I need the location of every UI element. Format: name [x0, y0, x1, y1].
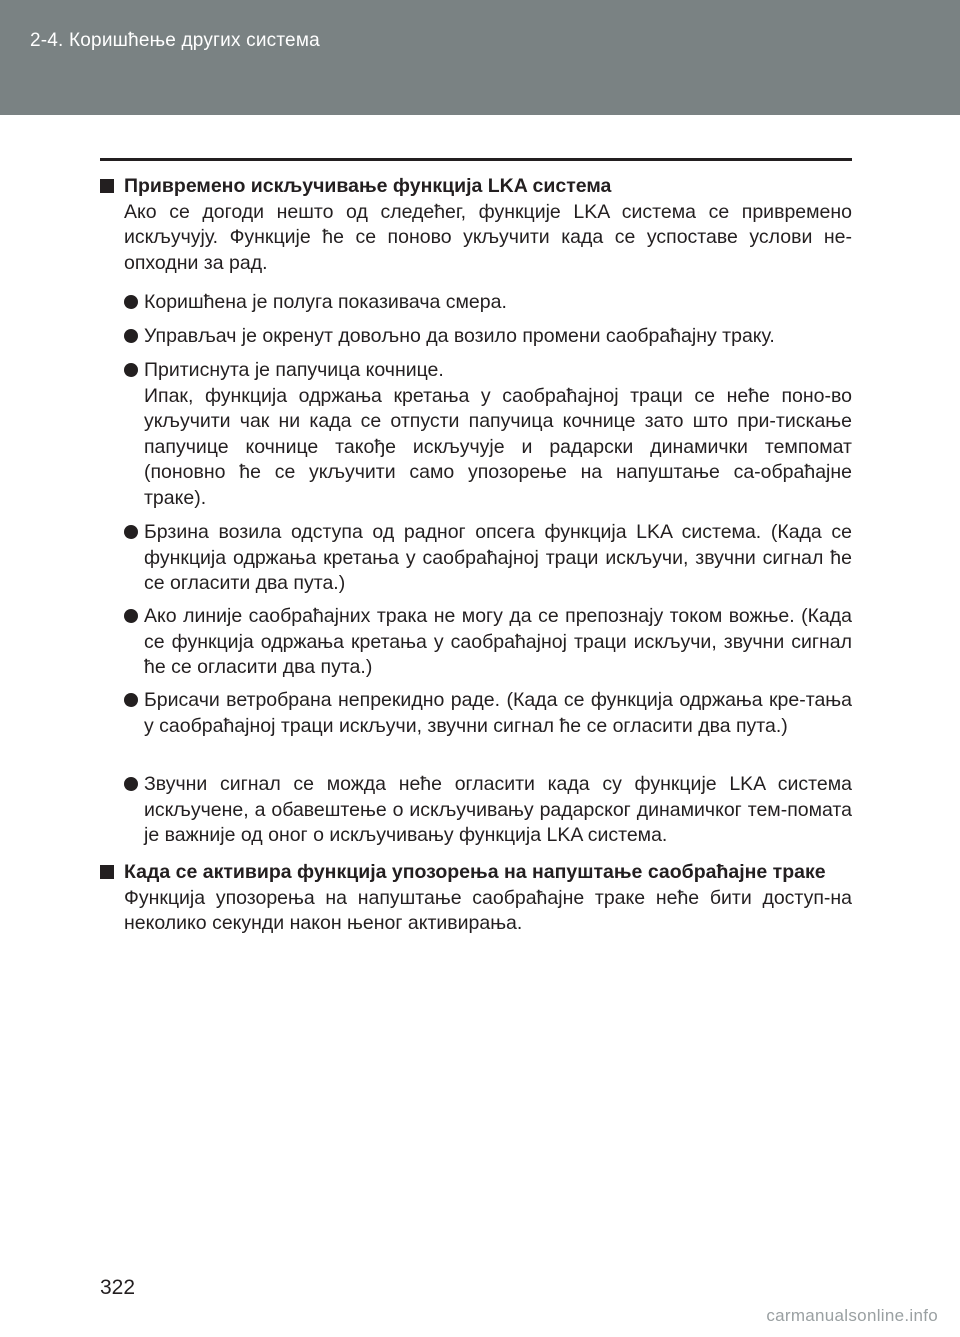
section-lane-departure-warning [100, 860, 852, 937]
list-item [124, 688, 852, 739]
list-item-text: Коришћена је полуга показивача смера. [144, 291, 507, 313]
section-divider [100, 158, 852, 161]
bullet-icon [124, 693, 138, 707]
list-item-text: Ако линије саобраћајних трака не могу да се препознају током вожње. (Када се функција одржања кретања у саобраћајној траци искључи, звучни сигнал ће се огласити два пута.) [144, 605, 852, 678]
page-number: 322 [100, 1276, 136, 1299]
list-item [124, 358, 852, 511]
bullet-icon [124, 295, 138, 309]
list-item [124, 604, 852, 681]
list-item-detail: Ипак, функција одржања кретања у саобраћајној траци се неће поно-во укључити чак ни када се отпусти папучица кочнице зато што при-тискање папучице кочнице такође искључује и радарски динамички темпомат (поновно ће се укључити само упозорење на напуштање са-обраћајне траке). [144, 384, 852, 509]
list-item-text: Управљач је окренут довољно да возило промени саобраћајну траку. [144, 325, 775, 347]
list-item [124, 324, 852, 350]
chapter-title: 2-4. Коришћење других система [30, 30, 320, 51]
section-body: Функција упозорења на напуштање саобраћајне траке неће бити доступ-на неколико секунди након њеног активирања. [124, 886, 852, 934]
list-item-text: Притиснута је папучица кочнице. [144, 359, 444, 381]
bullet-icon [124, 609, 138, 623]
section-square-icon [100, 179, 114, 193]
section-title: Привремено искључивање функција LKA система [124, 175, 612, 197]
watermark-text: carmanualsonline.info [766, 1306, 938, 1325]
list-item-text: Звучни сигнал се можда неће огласити када су функције LKA система искључене, а обавештење о искључивању радарског динамичког тем-помата је важније од оног о искључивању функција LKA система. [144, 773, 852, 846]
section-temporary-deactivation [100, 174, 852, 276]
list-item-text: Брзина возила одступа од радног опсега функција LKA система. (Када се функција одржања кретања у саобраћајној траци искључи, звучни сигнал ће се огласити два пута.) [144, 521, 852, 594]
section-body: Ако се догоди нешто од следећег, функције LKA система се привремено искључују. Функције ће се поново укључити када се успоставе услови не-опходни за рад. [124, 200, 852, 274]
bullet-icon [124, 777, 138, 791]
list-item [124, 772, 852, 849]
section-square-icon [100, 865, 114, 879]
section-title: Када се активира функција упозорења на напуштање саобраћајне траке [124, 861, 826, 883]
bullet-icon [124, 363, 138, 377]
list-item-text: Брисачи ветробрана непрекидно раде. (Када се функција одржања кре-тања у саобраћајној траци искључи, звучни сигнал ће се огласити два пута.) [144, 689, 852, 737]
bullet-icon [124, 525, 138, 539]
list-item [124, 520, 852, 597]
bullet-icon [124, 329, 138, 343]
list-item [124, 290, 852, 316]
chapter-header-bar [0, 0, 960, 115]
